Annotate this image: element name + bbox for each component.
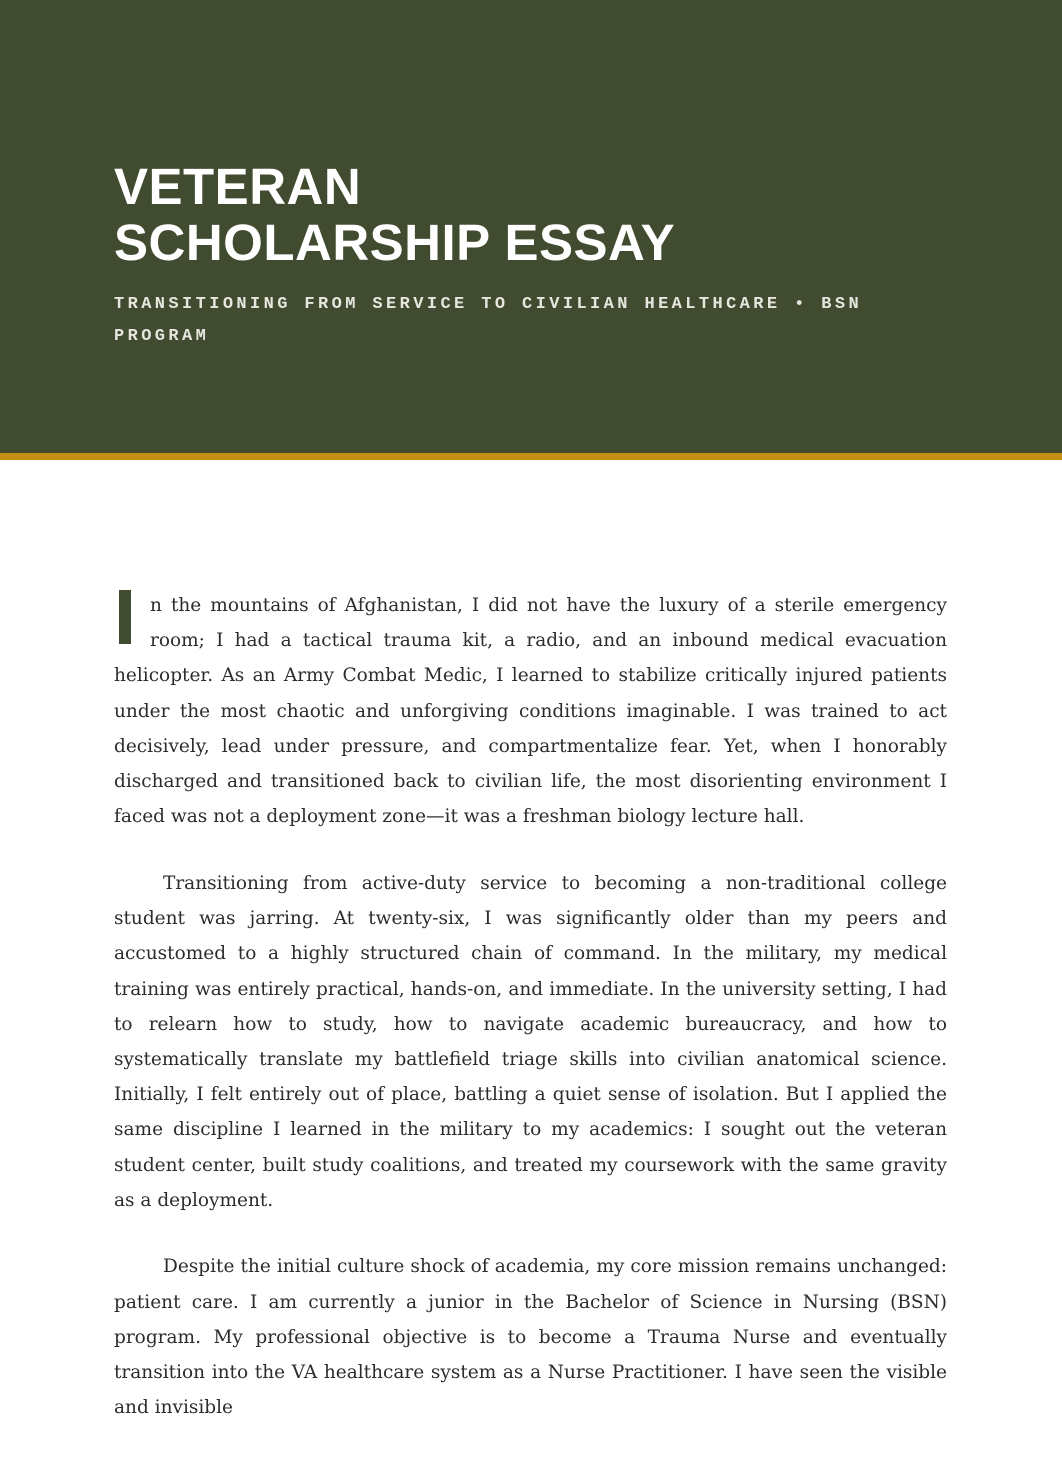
drop-cap (119, 590, 131, 644)
page-title (114, 159, 675, 271)
essay-paragraph-2: Transitioning from active-duty service to becoming a non-traditional college student was jarring. At twenty-six, I was significantly older than my peers and accustomed to a highly structured chain of command. In the military, my medical training was entirely practical, hands-on, and immediate. In the university setting, I had to relearn how to study, how to navigate academic bureaucracy, and how to systematically translate my battlefield triage skills into civilian anatomical science. Initially, I felt entirely out of place, battling a quiet sense of isolation. But I applied the same discipline I learned in the military to my academics: I sought out the veteran student center, built study coalitions, and treated my coursework with the same gravity as a deployment. (114, 872, 947, 1211)
accent-divider (0, 453, 1062, 460)
title-line-2: SCHOLARSHIP ESSAY (114, 214, 676, 271)
paragraph-1-text: n the mountains of Afghanistan, I did not have the luxury of a sterile emergency room; I had a tactical trauma kit, a radio, and an inbound medical evacuation helicopter. As an Army Combat Medic, I learned to stabilize critically injured patients under the most chaotic and unforgiving conditions imaginable. I was trained to act decisively, lead under pressure, and compartmentalize fear. Yet, when I honorably discharged and transitioned back to civilian life, the most disorienting environment I faced was not a deployment zone—it was a freshman biology lecture hall. (114, 595, 947, 828)
essay-paragraph-3: Despite the initial culture shock of academia, my core mission remains unchanged: patient care. I am currently a junior in the Bachelor of Science in Nursing (BSN) program. My professional objective is to become a Trauma Nurse and eventually transition into the VA healthcare system as a Nurse Practitioner. I have seen the visible and invisible (114, 1256, 947, 1419)
header-banner (0, 0, 1062, 453)
essay-paragraph-1 (114, 588, 947, 834)
essay-body (114, 588, 947, 1457)
page-subtitle: TRANSITIONING FROM SERVICE TO CIVILIAN HEALTHCARE • BSN PROGRAM (114, 295, 863, 346)
title-line-1: VETERAN (114, 158, 362, 215)
